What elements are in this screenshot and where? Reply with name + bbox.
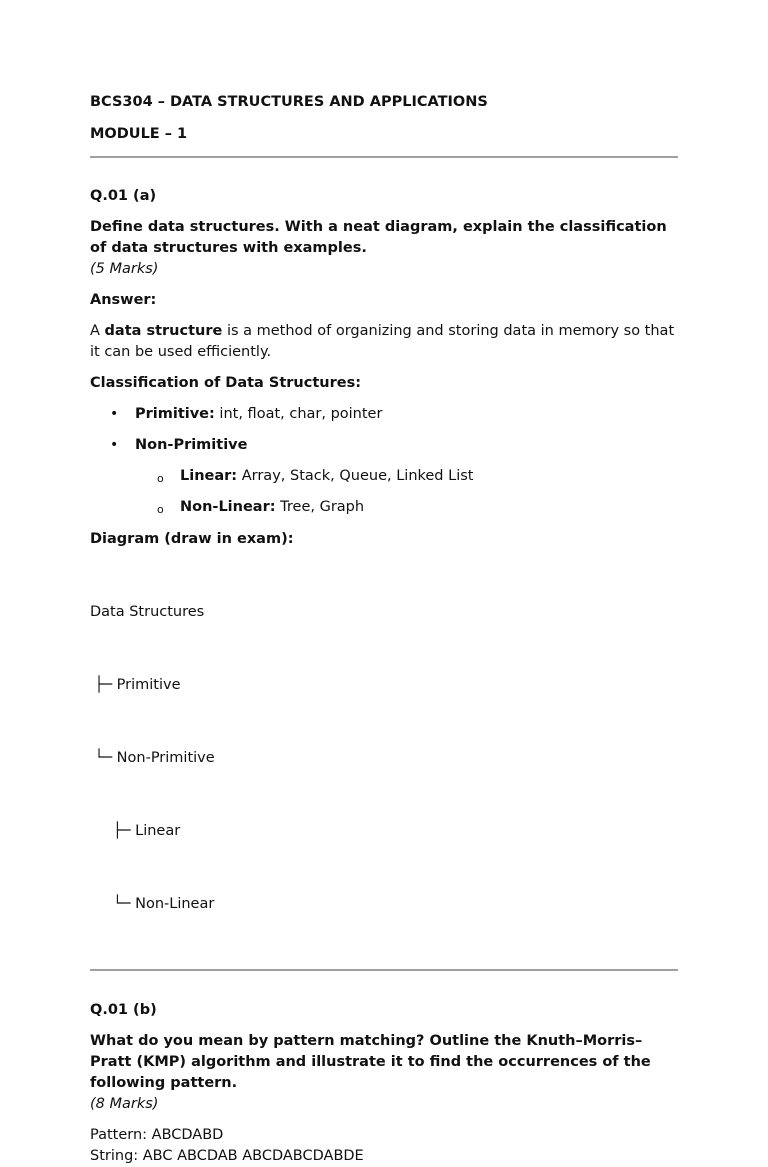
tree-diagram bbox=[90, 550, 678, 957]
linear-label: Linear: bbox=[180, 468, 238, 484]
question-label: Q.01 (a) bbox=[90, 188, 157, 204]
question-label: Q.01 (b) bbox=[90, 1002, 157, 1018]
list-item-nonlinear bbox=[90, 497, 678, 518]
tree-node-primitive: ├─ Primitive bbox=[90, 677, 181, 693]
tree-node-nonlinear: └─ Non-Linear bbox=[90, 896, 215, 912]
question-text: What do you mean by pattern matching? Outline the Knuth–Morris–Pratt (KMP) algorithm and illustrate it to find the occurrences of the following pattern. bbox=[90, 1033, 651, 1091]
answer-label: Answer: bbox=[90, 292, 157, 308]
marks: (8 Marks) bbox=[90, 1096, 159, 1112]
bullet-icon: • bbox=[110, 437, 119, 453]
pattern-line: Pattern: ABCDABD bbox=[90, 1127, 224, 1143]
definition-term: data structure bbox=[104, 323, 223, 339]
definition-pre: A bbox=[90, 323, 105, 339]
list-item-primitive bbox=[90, 404, 678, 425]
classification-heading: Classification of Data Structures: bbox=[90, 375, 362, 391]
document-content bbox=[90, 92, 678, 1167]
tree-node-nonprimitive: └─ Non-Primitive bbox=[90, 750, 215, 766]
nonprimitive-label: Non-Primitive bbox=[135, 437, 248, 453]
diagram-heading: Diagram (draw in exam): bbox=[90, 531, 294, 547]
nonlinear-label: Non-Linear: bbox=[180, 499, 276, 515]
list-item-nonprimitive bbox=[90, 435, 678, 456]
marks: (5 Marks) bbox=[90, 261, 159, 277]
string-line: String: ABC ABCDAB ABCDABCDABDE bbox=[90, 1148, 364, 1164]
nonlinear-examples: Tree, Graph bbox=[275, 499, 365, 515]
linear-examples: Array, Stack, Queue, Linked List bbox=[237, 468, 474, 484]
question-text: Define data structures. With a neat diagram, explain the classification of data structures with examples. bbox=[90, 219, 667, 256]
definition-post: is a method of organizing and storing data in memory so that it can be used efficiently. bbox=[90, 323, 675, 360]
course-title: BCS304 – DATA STRUCTURES AND APPLICATIONS bbox=[90, 94, 488, 110]
primitive-label: Primitive: bbox=[135, 406, 215, 422]
circle-bullet-icon: o bbox=[157, 472, 164, 485]
bullet-icon: • bbox=[110, 406, 119, 422]
circle-bullet-icon: o bbox=[157, 503, 164, 516]
primitive-examples: int, float, char, pointer bbox=[214, 406, 383, 422]
definition-paragraph bbox=[90, 321, 678, 363]
list-item-linear bbox=[90, 466, 678, 487]
divider bbox=[90, 156, 678, 158]
tree-node-root: Data Structures bbox=[90, 604, 205, 620]
module-title: MODULE – 1 bbox=[90, 126, 188, 142]
divider bbox=[90, 969, 678, 971]
tree-node-linear: ├─ Linear bbox=[90, 823, 181, 839]
